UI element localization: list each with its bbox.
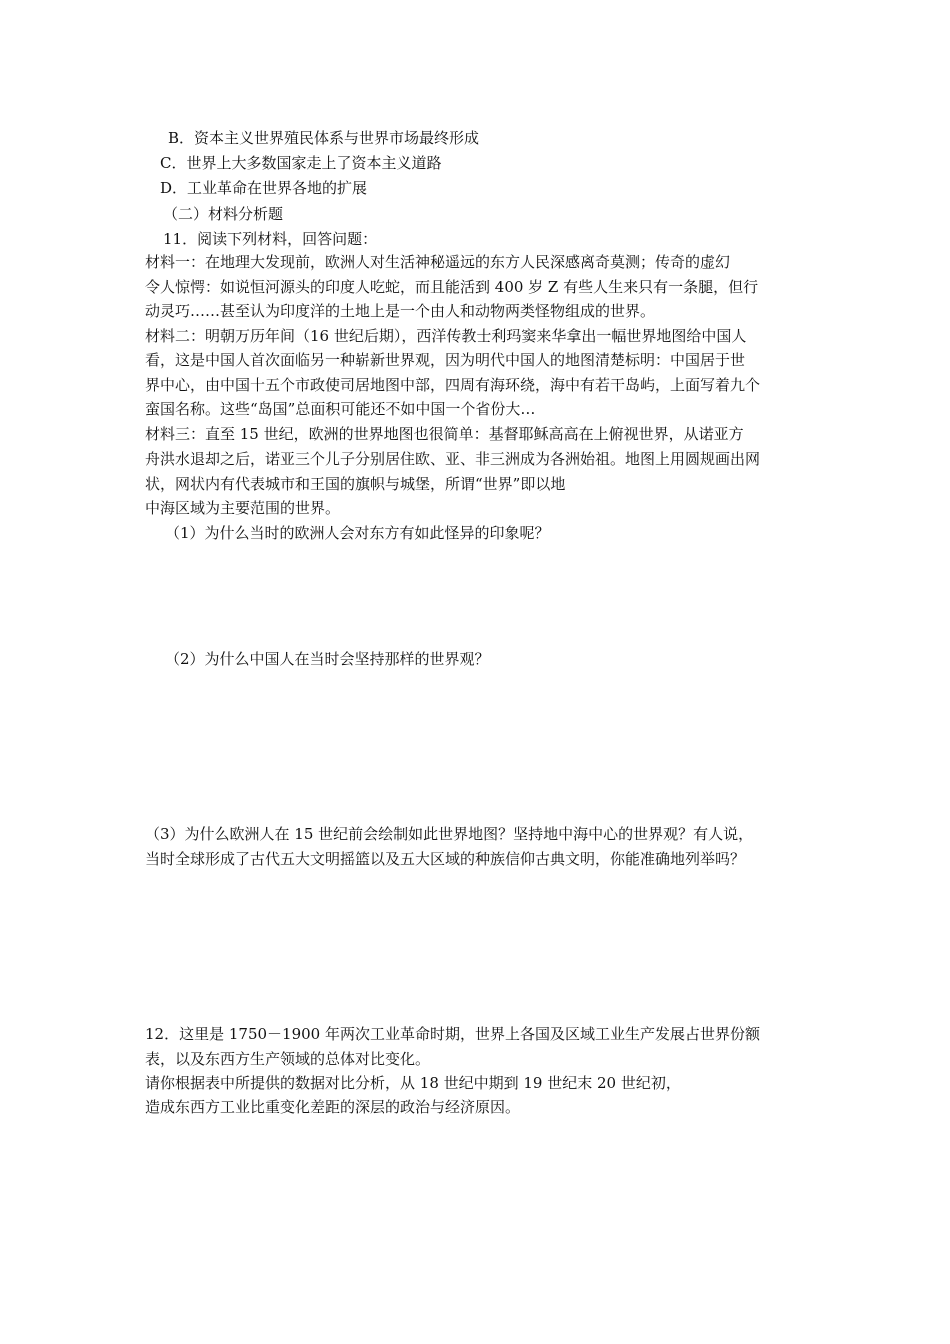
material2-line: 看，这是中国人首次面临另一种崭新世界观，因为明代中国人的地图清楚标明：中国居于世	[145, 351, 746, 369]
q12-line: 表，以及东西方生产领域的总体对比变化。	[145, 1050, 431, 1068]
q12-line: 请你根据表中所提供的数据对比分析，从 18 世纪中期到 19 世纪末 20 世纪初，	[145, 1074, 681, 1092]
option-b: B．资本主义世界殖民体系与世界市场最终形成	[168, 129, 480, 147]
question-3-line: 当时全球形成了古代五大文明摇篮以及五大区域的种族信仰古典文明，你能准确地列举吗？	[145, 850, 746, 868]
material3-line: 中海区域为主要范围的世界。	[145, 499, 341, 517]
material1-line: 令人惊愕：如说恒河源头的印度人吃蛇，而且能活到 400 岁 Z 有些人生来只有一条腿，但行	[145, 278, 759, 296]
q12-line: 造成东西方工业比重变化差距的深层的政治与经济原因。	[145, 1098, 521, 1116]
question-1: （1）为什么当时的欧洲人会对东方有如此怪异的印象呢？	[165, 524, 550, 542]
option-c: C．世界上大多数国家走上了资本主义道路	[160, 154, 442, 172]
option-d: D．工业革命在世界各地的扩展	[160, 179, 368, 197]
material3-line: 材料三：直至 15 世纪，欧洲的世界地图也很简单：基督耶稣高高在上俯视世界，从诺亚方	[145, 425, 744, 443]
material3-line: 舟洪水退却之后，诺亚三个儿子分别居住欧、亚、非三洲成为各洲始祖。地图上用圆规画出网	[145, 450, 761, 468]
section-title: （二）材料分析题	[163, 205, 284, 223]
material2-line: 材料二：明朝万历年间（16 世纪后期），西洋传教士利玛窦来华拿出一幅世界地图给中国人	[145, 327, 747, 345]
question-2: （2）为什么中国人在当时会坚持那样的世界观？	[165, 650, 490, 668]
material3-line: 状，网状内有代表城市和王国的旗帜与城堡，所谓“世界”即以地	[145, 475, 566, 493]
material2-line: 界中心，由中国十五个市政使司居地图中部，四周有海环绕，海中有若干岛屿，上面写着九个	[145, 376, 761, 394]
question-3-line: （3）为什么欧洲人在 15 世纪前会绘制如此世界地图？坚持地中海中心的世界观？有人说，	[145, 825, 754, 843]
q11-intro: 11．阅读下列材料，回答问题：	[163, 230, 378, 248]
material1-line: 材料一：在地理大发现前，欧洲人对生活神秘遥远的东方人民深感离奇莫测；传奇的虚幻	[145, 253, 731, 271]
material1-line: 动灵巧……甚至认为印度洋的土地上是一个由人和动物两类怪物组成的世界。	[145, 302, 656, 320]
q12-line: 12．这里是 1750－1900 年两次工业革命时期，世界上各国及区域工业生产发展占世界份额	[145, 1025, 760, 1043]
material2-line: 蛮国名称。这些“岛国”总面积可能还不如中国一个省份大…	[145, 400, 536, 418]
